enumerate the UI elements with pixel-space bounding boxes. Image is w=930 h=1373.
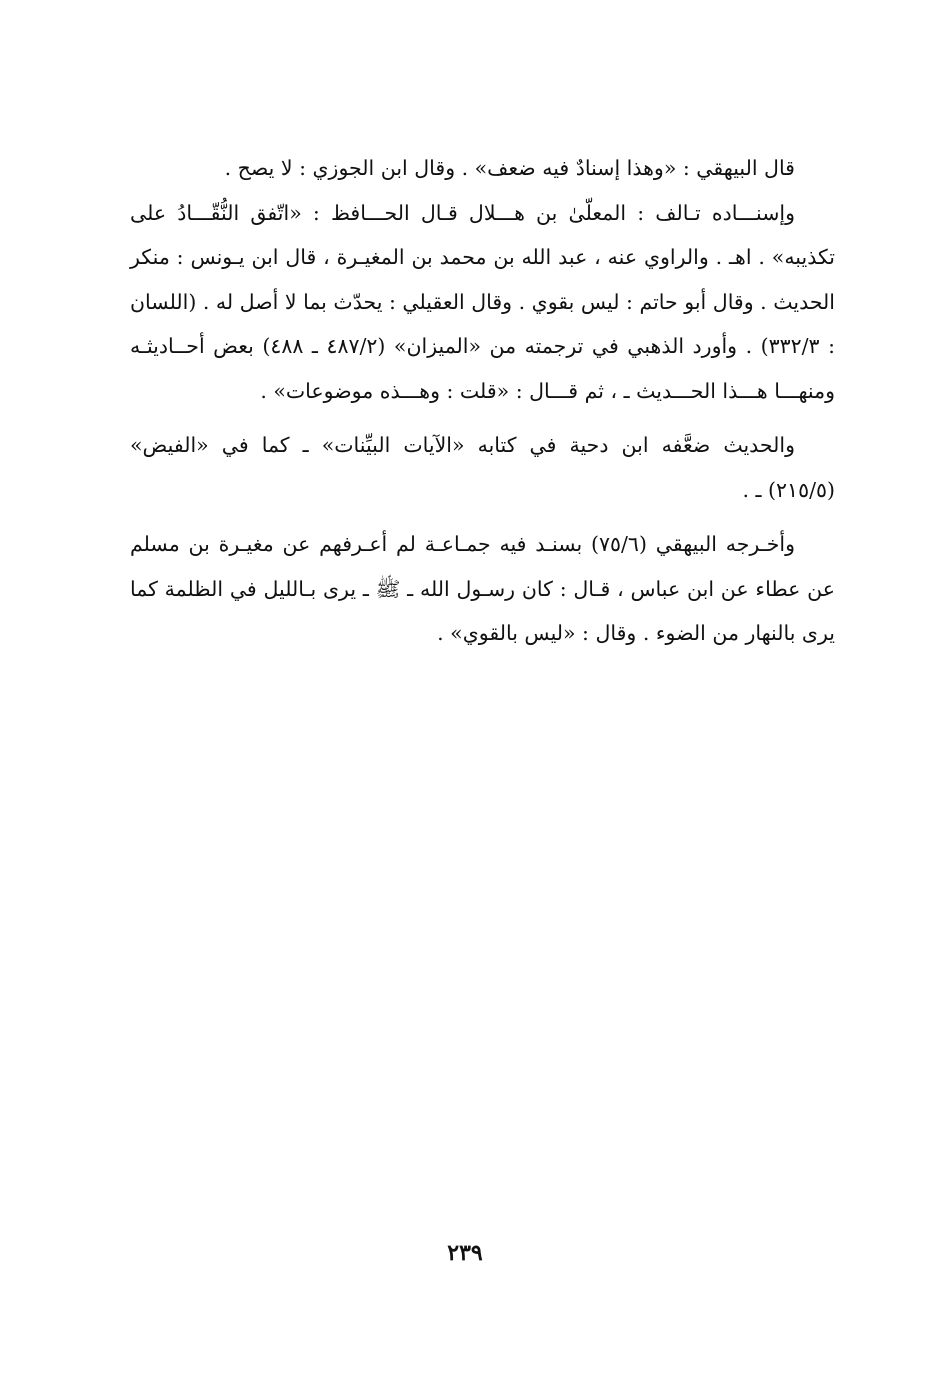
paragraph-3: والحديث ضعَّفه ابن دحية في كتابه «الآيات البيِّنات» ـ كما في «الفيض» (٢١٥/٥) ـ . [130,433,835,502]
page-body-text [130,146,835,666]
paragraph-4: وأخـرجه البيهقي (٧٥/٦) بسنـد فيه جمـاعـة لم أعـرفهم عن مغيـرة بن مسلم عن عطاء عن ابن عباس ، قـال : كان رسـول الله ـ ﷺ ـ يرى بـالليل في الظلمة كما يرى بالنهار من الضوء . وقال : «ليس بالقوي» . [130,532,835,645]
paragraph-1: قال البيهقي : «وهذا إسنادٌ فيه ضعف» . وقال ابن الجوزي : لا يصح . [224,156,795,180]
paragraph-2: وإسنـــاده تـالف : المعلّىٰ بن هـــلال قـال الحـــافظ : «اتّفق النُّقّـــادُ على تكذيبه» . اهـ . والراوي عنه ، عبد الله بن محمد بن المغيـرة ، قال ابن يـونس : منكر الحديث . وقال أبو حاتم : ليس بقوي . وقال العقيلي : يحدّث بما لا أصل له . (اللسان : ٣٣٢/٣) . وأورد الذهبي في ترجمته من «الميزان» (٤٨٧/٢ ـ ٤٨٨) بعض أحــاديثـه ومنهـــا هـــذا الحـــديث ـ ، ثم قـــال : «قلت : وهـــذه موضوعات» . [130,200,835,403]
page-number: ٢٣٩ [447,1240,483,1266]
